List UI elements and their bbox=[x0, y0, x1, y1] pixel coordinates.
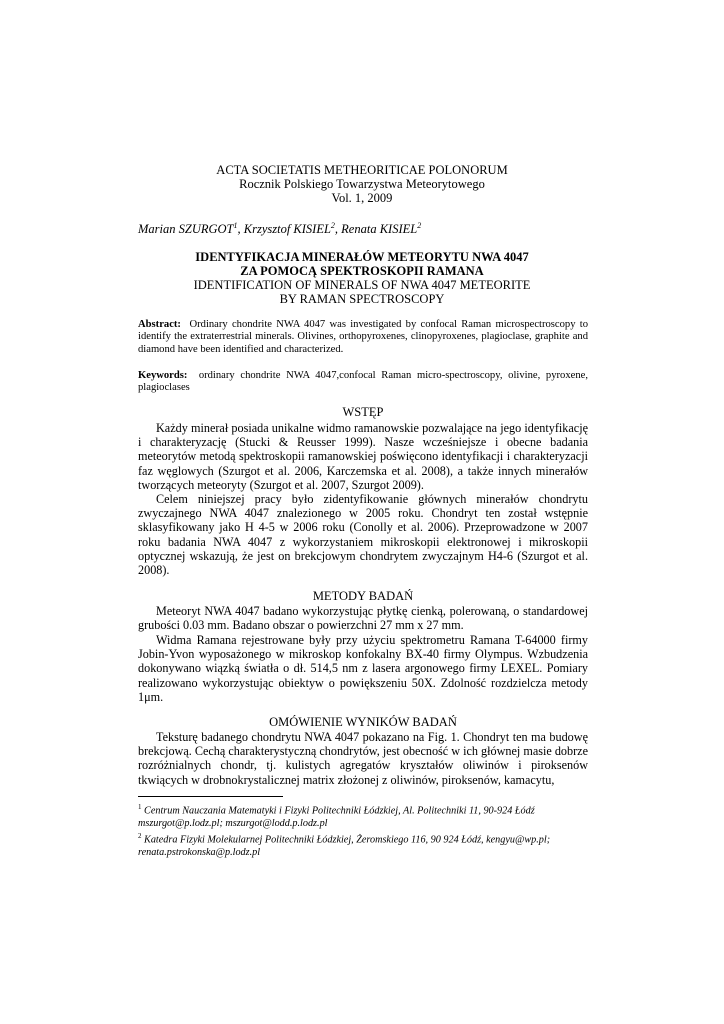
affiliation-mark: 2 bbox=[417, 221, 422, 230]
title-english-line: BY RAMAN SPECTROSCOPY bbox=[279, 292, 445, 306]
footnote bbox=[138, 830, 590, 859]
footnote-mark: 2 bbox=[138, 832, 142, 841]
title-polish-line: ZA POMOCĄ SPEKTROSKOPII RAMANA bbox=[240, 264, 484, 278]
keywords-label: Keywords: bbox=[138, 370, 188, 381]
volume-info: Vol. 1, 2009 bbox=[331, 191, 393, 205]
section-heading-intro: WSTĘP bbox=[342, 405, 384, 419]
footnote bbox=[138, 801, 590, 830]
author-name: , Renata KISIEL bbox=[334, 222, 418, 237]
footnote-rule bbox=[138, 796, 283, 797]
keywords-text: ordinary chondrite NWA 4047,confocal Raman micro-spectroscopy, olivine, pyroxene, plagioclases bbox=[138, 370, 588, 394]
footnote-text: Katedra Fizyki Molekularnej Politechniki Łódzkiej, Żeromskiego 116, 90 924 Łódź, kengyu@wp.pl; renata.pstrokonska@p.lodz.pl bbox=[138, 834, 551, 858]
title-english-line: IDENTIFICATION OF MINERALS OF NWA 4047 METEORITE bbox=[193, 278, 531, 292]
author-list bbox=[138, 221, 421, 237]
intro-paragraph: Każdy minerał posiada unikalne widmo ramanowskie pozwalające na jego identyfikację i charakteryzację (Stucki & Reusser 1999). Nasze wcześniejsze i obecne badania meteorytów metodą spektroskopii ramanowskiej poświęcono identyfikacji i charakteryzacji faz węglowych (Szurgot et al. 2006, Karczemska et al. 2008), a także innych minerałów tworzących meteoryty (Szurgot et al. 2007, Szurgot 2009). bbox=[138, 421, 588, 492]
intro-paragraph: Celem niniejszej pracy było zidentyfikowanie głównych minerałów chondrytu zwyczajnego NWA 4047 znalezionego w 2005 roku. Chondryt ten został wstępnie sklasyfikowany jako H 4-5 w 2006 roku (Conolly et al. 2006). Przeprowadzone w 2007 roku badania NWA 4047 z wykorzystaniem mikroskopii elektronowej i mikroskopii optycznej wskazują, że jest on brekcjowym chondrytem zwyczajnym H4-6 (Szurgot et al. 2008). bbox=[138, 492, 588, 578]
footnotes bbox=[138, 801, 590, 859]
section-heading-results: OMÓWIENIE WYNIKÓW BADAŃ bbox=[269, 715, 457, 729]
abstract-label: Abstract: bbox=[138, 319, 181, 330]
results-paragraph: Teksturę badanego chondrytu NWA 4047 pokazano na Fig. 1. Chondryt ten ma budowę brekcjową. Cechą charakterystyczną chondrytów, jest obecność w ich głównej masie dobrze rozróżnialnych chondr, tj. kulistych agregatów kryształów oliwinów i piroksenów tkwiących w drobnokrystalicznej matrix złożonej z oliwinów, piroksenów, kamacytu, bbox=[138, 730, 588, 787]
author-name: , Krzysztof KISIEL bbox=[237, 222, 331, 237]
affiliation-mark: 2 bbox=[330, 221, 335, 230]
title-polish-line: IDENTYFIKACJA MINERAŁÓW METEORYTU NWA 4047 bbox=[195, 250, 529, 264]
section-heading-methods: METODY BADAŃ bbox=[312, 589, 414, 603]
affiliation-mark: 1 bbox=[233, 221, 238, 230]
footnote-text: Centrum Nauczania Matematyki i Fizyki Politechniki Łódzkiej, Al. Politechniki 11, 90-924 Łódź mszurgot@p.lodz.pl; mszurgot@lodd.p.lodz.pl bbox=[138, 805, 535, 829]
paper-title bbox=[0, 250, 724, 306]
journal-header bbox=[0, 163, 724, 205]
keywords bbox=[138, 370, 588, 395]
society-name: Rocznik Polskiego Towarzystwa Meteorytowego bbox=[239, 177, 485, 191]
journal-name: ACTA SOCIETATIS METHEORITICAE POLONORUM bbox=[216, 163, 508, 177]
abstract-text: Ordinary chondrite NWA 4047 was investigated by confocal Raman microspectroscopy to identify the extraterrestrial minerals. Olivines, orthopyroxenes, clinopyroxenes, plagioclase, graphite and diamond have been identified and characterized. bbox=[138, 319, 588, 355]
abstract bbox=[138, 319, 588, 356]
author-name: Marian SZURGOT bbox=[138, 222, 234, 237]
methods-paragraph: Widma Ramana rejestrowane były przy użyciu spektrometru Ramana T-64000 firmy Jobin-Yvon wyposażonego w mikroskop konfokalny BX-40 firmy Olympus. Wzbudzenia dokonywano wiązką światła o dł. 514,5 nm z lasera argonowego firmy LEXEL. Pomiary realizowano wykorzystując obiektyw o powiększeniu 50X. Zdolność rozdzielcza metody 1μm. bbox=[138, 633, 588, 704]
footnote-mark: 1 bbox=[138, 803, 142, 811]
methods-paragraph: Meteoryt NWA 4047 badano wykorzystując płytkę cienką, polerowaną, o standardowej grubości 0.03 mm. Badano obszar o powierzchni 27 mm x 27 mm. bbox=[138, 604, 588, 633]
